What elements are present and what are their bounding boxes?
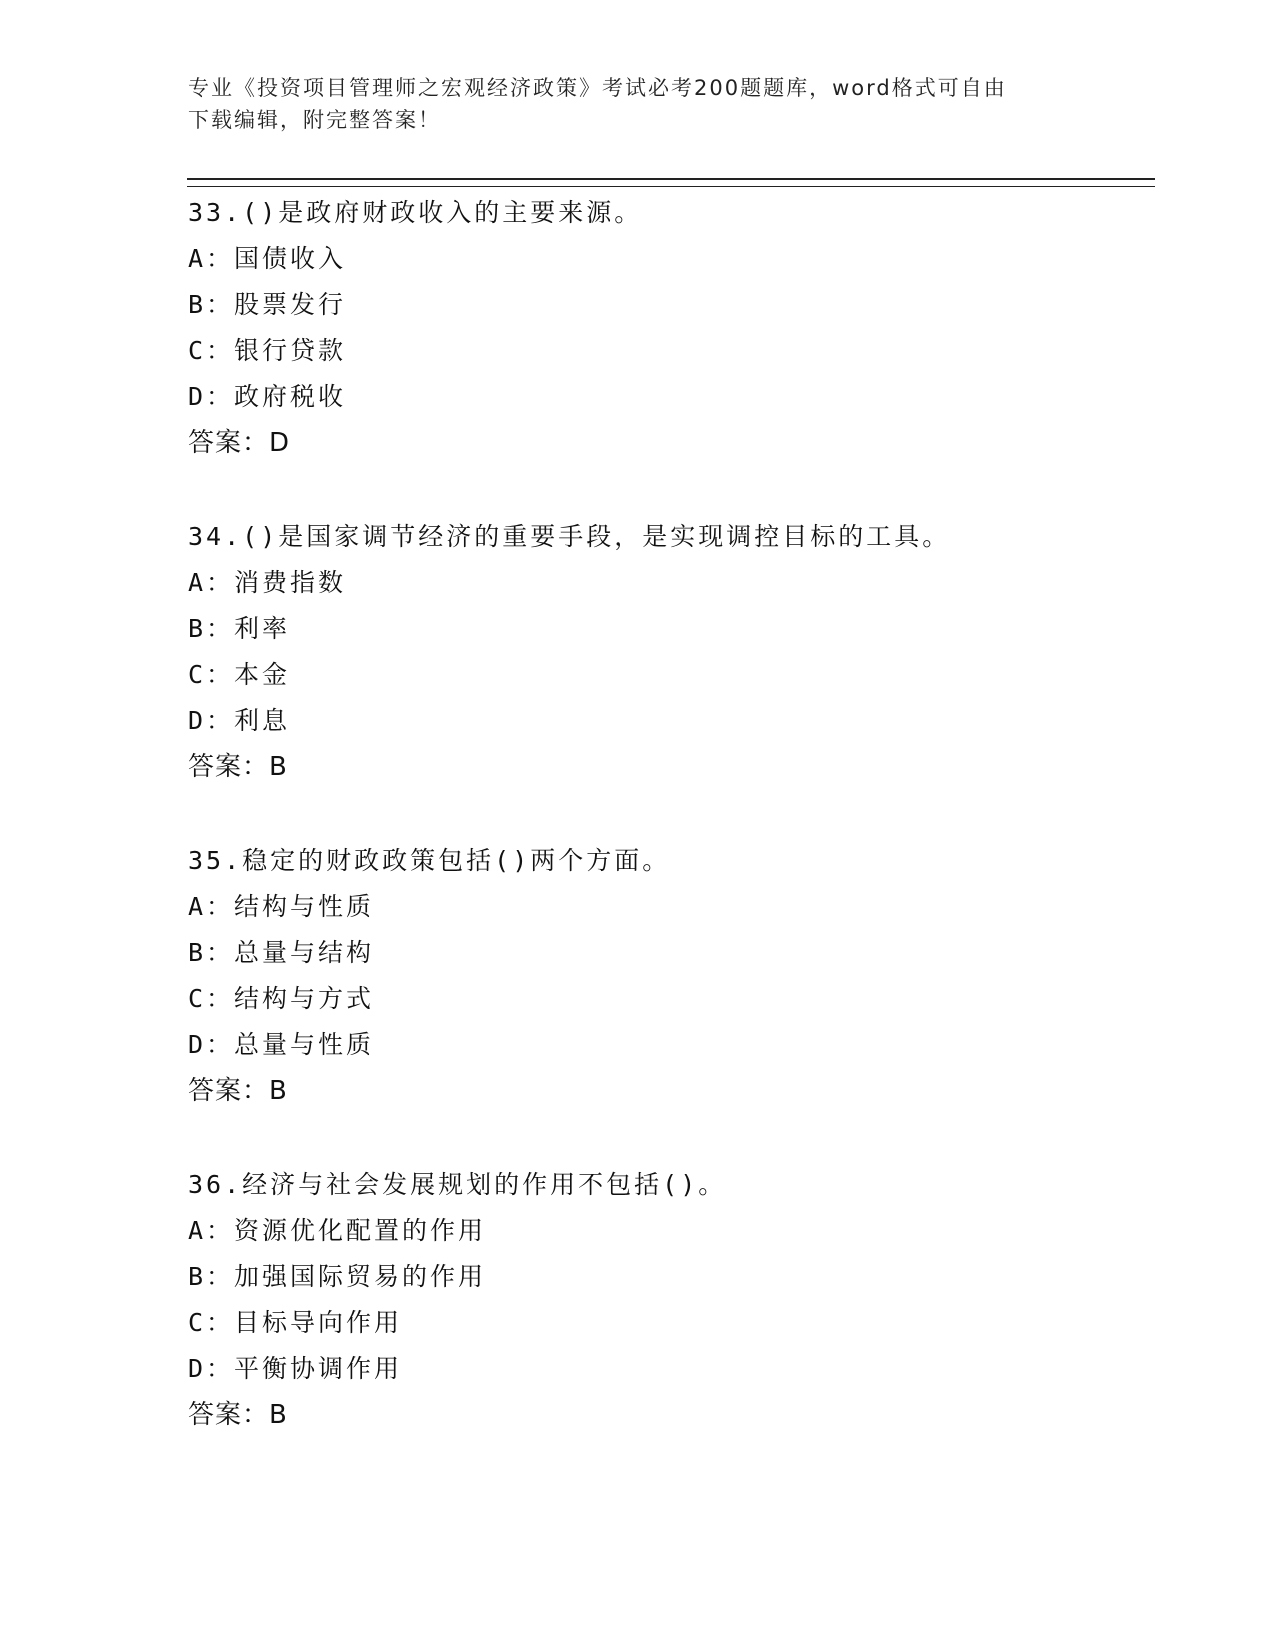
- question-36: [188, 1162, 1148, 1438]
- question-35: [188, 838, 1148, 1114]
- answer-line: 答案：B: [188, 1400, 288, 1430]
- option-d: D：利息: [188, 706, 291, 735]
- question-stem: 35.稳定的财政政策包括()两个方面。: [188, 846, 671, 875]
- option-b: B：股票发行: [188, 290, 347, 319]
- question-stem: 36.经济与社会发展规划的作用不包括()。: [188, 1170, 727, 1199]
- option-c: C：目标导向作用: [188, 1308, 403, 1337]
- option-d: D：政府税收: [188, 382, 347, 411]
- answer-line: 答案：D: [188, 428, 291, 458]
- question-34: [188, 514, 1148, 790]
- question-stem: 33.()是政府财政收入的主要来源。: [188, 198, 643, 227]
- option-c: C：银行贷款: [188, 336, 347, 365]
- option-b: B：利率: [188, 614, 291, 643]
- option-a: A：资源优化配置的作用: [188, 1216, 487, 1245]
- question-33: [188, 190, 1148, 466]
- header-line-1: 专业《投资项目管理师之宏观经济政策》考试必考200题题库，word格式可自由: [188, 76, 1007, 100]
- question-stem: 34.()是国家调节经济的重要手段，是实现调控目标的工具。: [188, 522, 951, 551]
- option-d: D：平衡协调作用: [188, 1354, 403, 1383]
- question-list: [188, 190, 1148, 1486]
- answer-line: 答案：B: [188, 752, 288, 782]
- option-b: B：总量与结构: [188, 938, 375, 967]
- option-b: B：加强国际贸易的作用: [188, 1262, 487, 1291]
- option-a: A：结构与性质: [188, 892, 375, 921]
- option-d: D：总量与性质: [188, 1030, 375, 1059]
- option-c: C：本金: [188, 660, 291, 689]
- option-c: C：结构与方式: [188, 984, 375, 1013]
- header-divider: [187, 178, 1155, 187]
- header-line-2: 下载编辑，附完整答案！: [188, 108, 441, 132]
- document-header: [188, 72, 1088, 136]
- option-a: A：国债收入: [188, 244, 347, 273]
- answer-line: 答案：B: [188, 1076, 288, 1106]
- option-a: A：消费指数: [188, 568, 347, 597]
